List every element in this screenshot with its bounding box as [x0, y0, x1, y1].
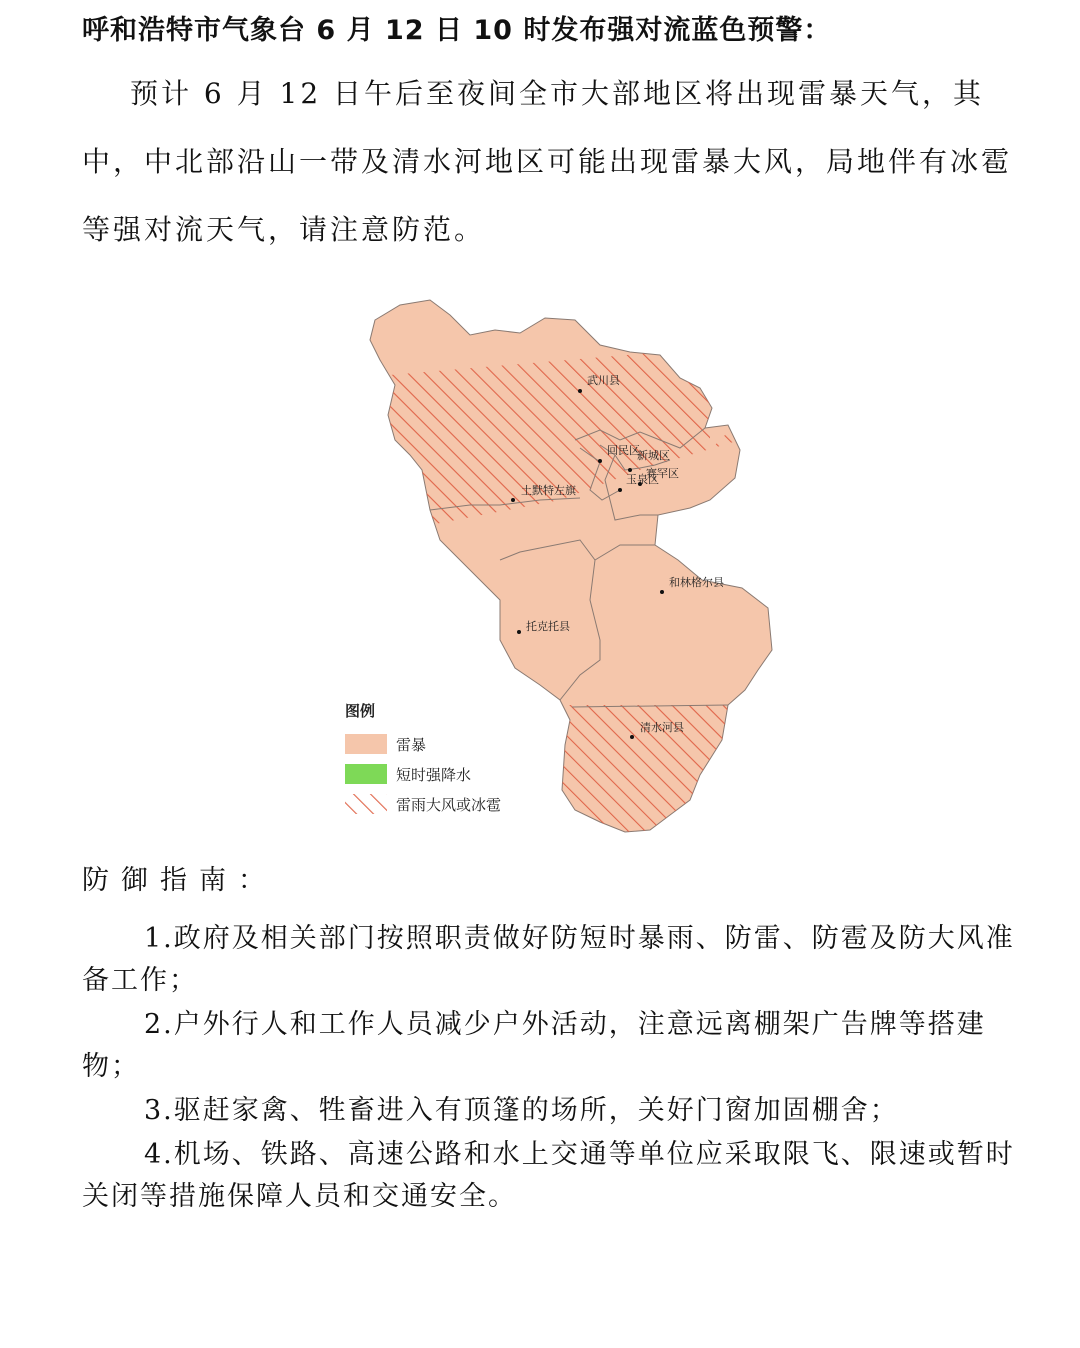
label-wuchuan: 武川县 [587, 374, 620, 387]
label-xincheng: 新城区 [637, 449, 670, 462]
guide-item-2: 2.户外行人和工作人员减少户外活动，注意远离棚架广告牌等搭建物； [82, 1009, 986, 1082]
forecast-paragraph: 预计 6 月 12 日午后至夜间全市大部地区将出现雷暴天气，其中，中北部沿山一带及清水河地区可能出现雷暴大风，局地伴有冰雹等强对流天气，请注意防范。 [82, 77, 1013, 246]
legend-label-rain: 短时强降水 [396, 766, 472, 784]
guide-list [82, 918, 1027, 1220]
legend-swatch-hail [345, 794, 387, 814]
legend-label-hail: 雷雨大风或冰雹 [396, 796, 502, 814]
label-qingshuihe: 清水河县 [640, 721, 684, 734]
label-tuoketuo: 托克托县 [526, 620, 570, 633]
guide-item-1: 1.政府及相关部门按照职责做好防短时暴雨、防雷、防雹及防大风准备工作； [82, 923, 1015, 996]
legend-label-thunder: 雷暴 [396, 736, 427, 754]
legend-swatch-rain [345, 764, 387, 784]
label-tumote-zuoqi: 土默特左旗 [521, 484, 576, 497]
label-yuquan: 玉泉区 [626, 473, 659, 486]
warning-map [330, 280, 790, 840]
map-legend [345, 702, 501, 814]
warning-title: 呼和浩特市气象台 6 月 12 日 10 时发布强对流蓝色预警： [82, 15, 832, 46]
label-saihan: 赛罕区 [646, 467, 679, 480]
label-huimin: 回民区 [607, 444, 640, 457]
legend-title: 图例 [345, 702, 376, 720]
guide-item-4: 4.机场、铁路、高速公路和水上交通等单位应采取限飞、限速或暂时关闭等措施保障人员和交通安全。 [82, 1139, 1015, 1212]
guide-item-3: 3.驱赶家禽、牲畜进入有顶篷的场所，关好门窗加固棚舍； [144, 1095, 899, 1126]
legend-swatch-thunder [345, 734, 387, 754]
label-helingeer: 和林格尔县 [669, 576, 724, 589]
guide-title: 防御指南： [82, 865, 277, 896]
